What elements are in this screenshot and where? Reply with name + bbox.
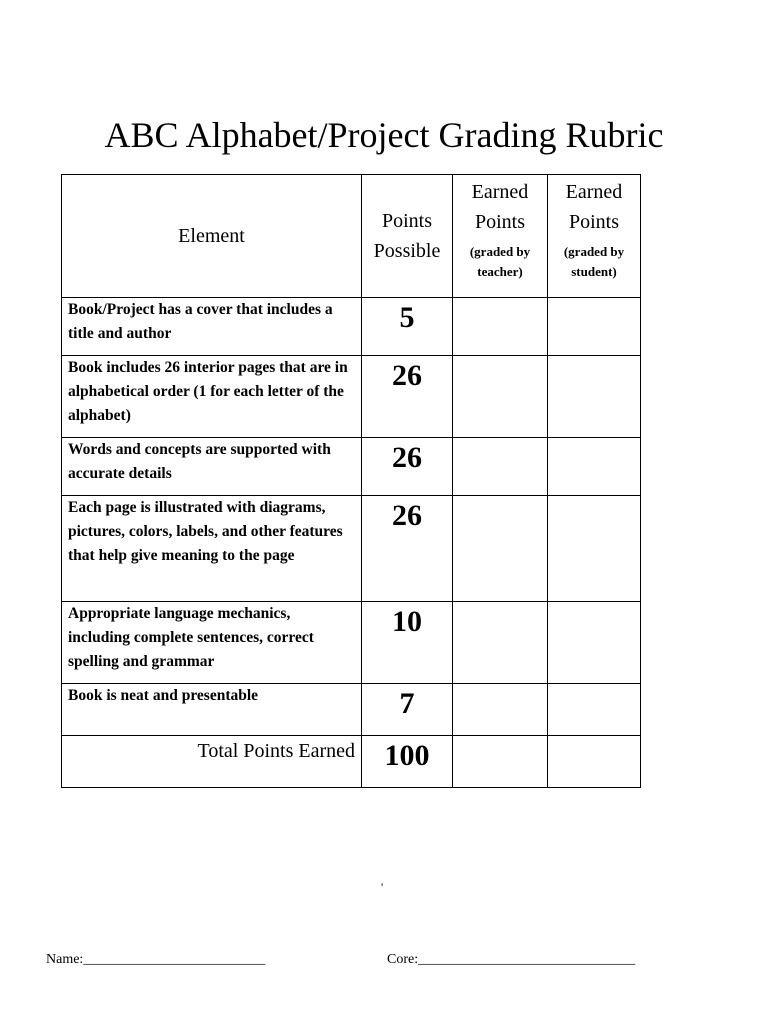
header-points-possible <box>362 175 453 298</box>
element-text: Words and concepts are supported with accurate details <box>68 441 331 482</box>
element-cell <box>62 602 362 684</box>
element-text: Book/Project has a cover that includes a title and author <box>68 301 333 342</box>
element-cell <box>62 496 362 602</box>
points-cell <box>362 602 453 684</box>
points-cell <box>362 496 453 602</box>
header-teacher-sub1: (graded by <box>469 244 531 259</box>
header-student-sub1: (graded by <box>563 244 625 259</box>
element-cell <box>62 298 362 356</box>
student-score-cell[interactable] <box>548 298 641 356</box>
core-field-label[interactable]: Core:_______________________________ <box>387 952 636 967</box>
header-earned-student-line2: Points <box>568 211 620 233</box>
rubric-table <box>61 174 641 788</box>
table-row <box>62 496 641 602</box>
table-row <box>62 438 641 496</box>
points-value: 7 <box>399 687 415 720</box>
table-row <box>62 356 641 438</box>
points-value: 10 <box>392 605 422 638</box>
table-row <box>62 602 641 684</box>
stray-mark: ' <box>381 880 384 894</box>
total-points-cell <box>362 736 453 788</box>
header-earned-teacher <box>453 175 548 298</box>
student-score-cell[interactable] <box>548 684 641 736</box>
points-cell <box>362 356 453 438</box>
page-title: ABC Alphabet/Project Grading Rubric <box>104 115 664 155</box>
teacher-score-cell[interactable] <box>453 684 548 736</box>
student-score-cell[interactable] <box>548 438 641 496</box>
name-field-label[interactable]: Name:__________________________ <box>46 952 266 967</box>
header-row <box>62 175 641 298</box>
header-points-line1: Points <box>381 210 433 232</box>
teacher-score-cell[interactable] <box>453 356 548 438</box>
total-label: Total Points Earned <box>197 740 355 762</box>
header-student-sub2: student) <box>571 264 617 279</box>
element-cell <box>62 438 362 496</box>
teacher-score-cell[interactable] <box>453 496 548 602</box>
table-row <box>62 298 641 356</box>
teacher-score-cell[interactable] <box>453 298 548 356</box>
element-text: Each page is illustrated with diagrams, pictures, colors, labels, and other features that help give meaning to the page <box>68 499 343 564</box>
element-text: Book includes 26 interior pages that are in alphabetical order (1 for each letter of the alphabet) <box>68 359 348 424</box>
teacher-score-cell[interactable] <box>453 438 548 496</box>
element-text: Book is neat and presentable <box>68 687 259 704</box>
element-text: Appropriate language mechanics, including complete sentences, correct spelling and grammar <box>68 605 314 670</box>
header-earned-teacher-line2: Points <box>474 211 526 233</box>
total-points-value: 100 <box>384 739 430 772</box>
header-element: Element <box>62 175 362 298</box>
teacher-total-cell[interactable] <box>453 736 548 788</box>
points-value: 26 <box>392 441 422 474</box>
total-label-cell <box>62 736 362 788</box>
points-cell <box>362 298 453 356</box>
header-points-line2: Possible <box>373 240 441 262</box>
student-score-cell[interactable] <box>548 602 641 684</box>
points-value: 5 <box>399 301 415 334</box>
header-earned-student-line1: Earned <box>565 181 623 203</box>
element-cell <box>62 684 362 736</box>
student-score-cell[interactable] <box>548 496 641 602</box>
student-score-cell[interactable] <box>548 356 641 438</box>
header-earned-student <box>548 175 641 298</box>
points-cell <box>362 684 453 736</box>
points-value: 26 <box>392 359 422 392</box>
points-cell <box>362 438 453 496</box>
table-row <box>62 684 641 736</box>
teacher-score-cell[interactable] <box>453 602 548 684</box>
header-earned-teacher-line1: Earned <box>471 181 529 203</box>
student-total-cell[interactable] <box>548 736 641 788</box>
header-teacher-sub2: teacher) <box>477 264 523 279</box>
points-value: 26 <box>392 499 422 532</box>
total-row <box>62 736 641 788</box>
element-cell <box>62 356 362 438</box>
